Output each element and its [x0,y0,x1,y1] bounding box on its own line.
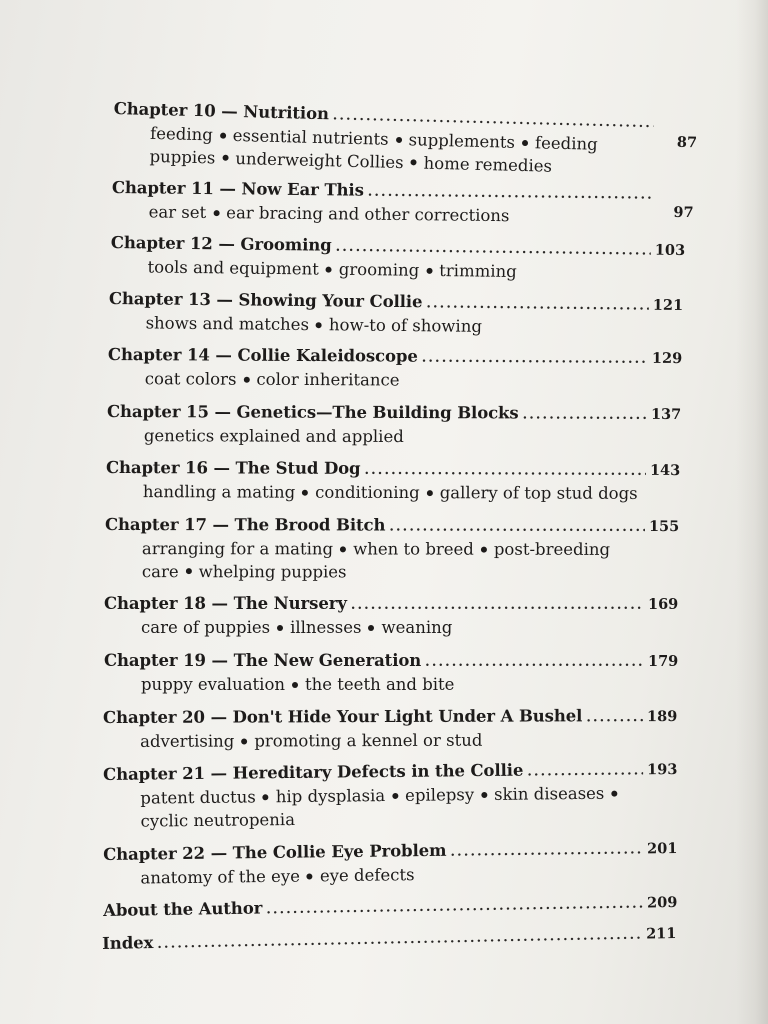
chapter-title: Chapter 10 — Nutrition [113,98,330,124]
topic: color inheritance [256,369,400,390]
chapter-title: Chapter 18 — The Nursery [104,594,347,613]
page-number: 137 [650,405,682,424]
bullet-icon [263,794,269,800]
chapter-topics [142,538,642,584]
topic: ear bracing and other corrections [226,203,510,226]
topic: grooming [338,259,420,280]
topic: eye defects [319,865,415,886]
bullet-icon [307,873,313,879]
toc-entry-index [102,922,677,957]
toc-entry-chapter-17 [104,514,680,584]
topic: promoting a kennel or stud [254,730,483,751]
dot-leader [266,894,643,922]
topic: hip dysplasia [275,786,386,807]
bullet-icon [220,132,226,138]
dot-leader [527,760,643,783]
chapter-title: Chapter 15 — Genetics—The Building Blocks [106,402,519,423]
topic: puppy evaluation [141,675,286,694]
topic: arranging for a mating [141,539,334,559]
toc-entry-chapter-16 [105,457,681,505]
page-number: 87 [676,133,698,152]
topic: handling a mating [142,482,296,502]
topic: underweight Collies [235,148,404,172]
topic: tools and equipment [147,257,319,279]
bullet-icon [326,266,332,272]
page-number: 121 [652,296,684,315]
chapter-title: Chapter 13 — Showing Your Collie [108,288,423,312]
dot-leader [368,182,652,207]
topic: ear set [148,202,207,222]
chapter-title: Chapter 22 — The Collie Eye Problem [103,840,447,864]
topic: feeding [534,133,598,154]
dot-leader [157,925,642,956]
topic: whelping puppies [198,561,347,581]
page-number: 97 [673,203,694,222]
bullet-icon [427,490,433,496]
dot-leader [389,516,645,538]
toc-entry-chapter-15 [106,401,682,449]
bullet-icon [316,322,322,328]
bullet-icon [241,738,247,744]
dot-leader [351,595,644,617]
dot-leader [422,348,648,371]
bullet-icon [611,790,617,796]
toc-entry-chapter-18 [104,593,679,640]
bullet-icon [368,625,374,631]
page-number: 179 [648,653,679,670]
bullet-icon [277,625,283,631]
toc-entry-chapter-13 [108,288,684,340]
bullet-icon [481,791,487,797]
dot-leader [426,293,649,317]
toc-entry-chapter-20 [103,705,678,753]
topic: patent ductus [140,787,256,808]
topic: advertising [140,731,235,751]
topic: supplements [408,130,516,152]
toc-entry-chapter-21 [103,758,678,833]
bullet-icon [222,155,228,161]
topic: cyclic neutropenia [140,809,296,831]
bullet-icon [426,267,432,273]
dot-leader [523,404,647,426]
page-number: 201 [646,839,678,858]
chapter-title: Chapter 12 — Grooming [110,232,332,255]
chapter-topics [140,782,640,832]
toc-entry-about-the-author [103,891,678,924]
topic: gallery of top stud dogs [439,483,638,503]
section-title: About the Author [103,898,263,920]
topic: care of puppies [141,618,271,637]
bullet-icon [302,489,308,495]
chapter-topics [140,729,640,753]
chapter-topics [145,368,645,393]
topic: how-to of showing [328,315,483,336]
bullet-icon [243,376,249,382]
bullet-icon [292,682,298,688]
topic: post-breeding [493,539,611,559]
toc-entry-chapter-22 [103,837,678,890]
topic: home remedies [423,153,553,176]
chapter-title: Chapter 14 — Collie Kaleidoscope [107,345,418,366]
bullet-icon [392,792,398,798]
chapter-topics [140,861,640,890]
chapter-topics [144,425,644,449]
topic: epilepsy [405,785,475,805]
page-number: 169 [648,596,679,613]
chapter-title: Chapter 16 — The Stud Dog [105,458,361,478]
bullet-icon [396,136,402,142]
topic: trimming [439,261,517,281]
chapter-topics [143,481,643,505]
topic: skin diseases [494,783,605,804]
dot-leader [586,707,643,729]
dot-leader [450,839,643,863]
page-number: 155 [648,517,680,536]
bullet-icon [186,568,192,574]
chapter-title: Chapter 19 — The New Generation [104,651,422,670]
chapter-title: Chapter 21 — Hereditary Defects in the Collie [103,760,524,784]
page-number: 189 [647,707,678,726]
topic: weaning [381,618,453,637]
page-number: 193 [647,760,678,779]
bullet-icon [522,139,528,145]
toc-entry-chapter-10 [112,98,698,181]
topic: puppies [149,146,216,167]
topic: anatomy of the eye [140,866,301,888]
page-number: 209 [646,893,678,912]
topic: conditioning [315,482,420,503]
page-number: 211 [645,924,677,943]
section-title: Index [102,933,154,953]
page-number: 129 [651,349,683,368]
dot-leader [364,460,646,483]
topic: the teeth and bite [305,675,455,694]
toc-entry-chapter-12 [110,232,686,285]
topic: coat colors [144,369,237,389]
topic: when to breed [353,539,474,559]
topic: feeding [149,123,214,145]
page-number: 103 [654,241,686,260]
bullet-icon [213,210,219,216]
chapter-topics [141,674,641,697]
dot-leader [425,652,644,674]
toc-entry-chapter-11 [111,177,694,229]
chapter-title: Chapter 11 — Now Ear This [111,177,364,200]
topic: essential nutrients [232,125,389,149]
bullet-icon [481,546,487,552]
chapter-title: Chapter 17 — The Brood Bitch [104,515,386,535]
bullet-icon [340,546,346,552]
page-number: 143 [649,461,681,480]
toc-entry-chapter-19 [104,650,679,697]
bullet-icon [411,159,417,165]
topic: illnesses [290,618,362,637]
topic: genetics explained and applied [143,426,404,447]
toc-entry-chapter-14 [107,344,683,393]
topic: shows and matches [145,313,310,335]
chapter-title: Chapter 20 — Don't Hide Your Light Under A Bushel [103,706,583,727]
topic: care [141,561,179,581]
chapter-topics [141,617,641,640]
